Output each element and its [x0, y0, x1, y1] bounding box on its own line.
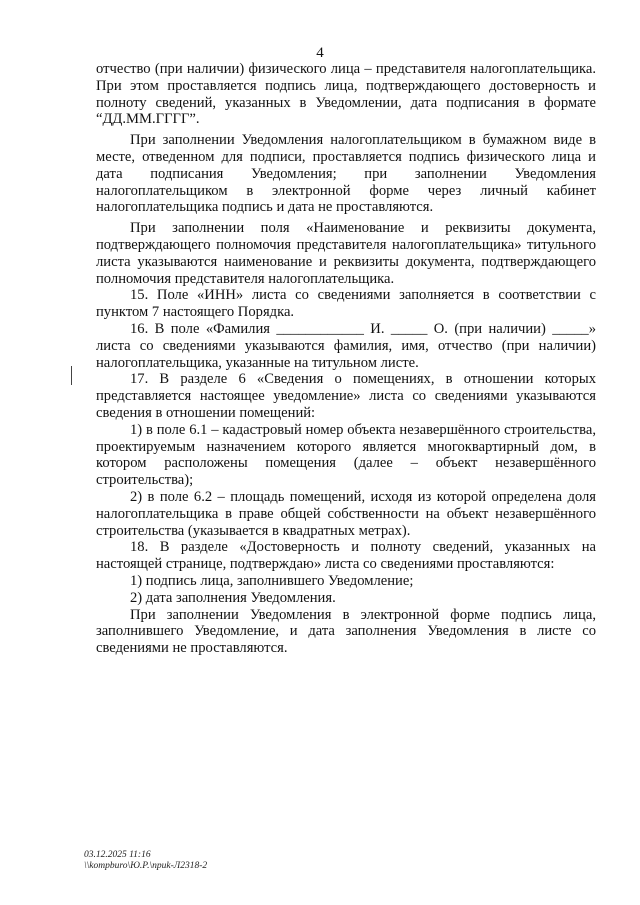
paragraph-item-15: 15. Поле «ИНН» листа со сведениями заполняется в соответствии с пунктом 7 настоящего Порядка. — [96, 287, 596, 321]
margin-mark — [71, 366, 72, 385]
paragraph-item-18: 18. В разделе «Достоверность и полноту сведений, указанных на настоящей странице, подтверждаю» листа со сведениями проставляются: — [96, 539, 596, 573]
paragraph-item-17: 17. В разделе 6 «Сведения о помещениях, в отношении которых представляется настоящее уведомление» листа со сведениями указываются сведения в отношении помещений: — [96, 371, 596, 421]
paragraph-item-17-2: 2) в поле 6.2 – площадь помещений, исходя из которой определена доля налогоплательщика в праве общей собственности на объект незавершённого строительства (указывается в квадратных метрах). — [96, 488, 596, 539]
footer-stamp — [84, 850, 207, 872]
footer-file-path: \\kompburo\Ю.Р.\приk-Л2318-2 — [84, 861, 208, 871]
footer-timestamp: 03.12.2025 11:16 — [84, 850, 151, 860]
paragraph-continuation: отчество (при наличии) физического лица – представителя налогоплательщика. При этом проставляется подпись лица, подтверждающего достоверность и полноту сведений, указанных в Уведомлении, дата подписания в формате “ДД.ММ.ГГГГ”. — [96, 61, 596, 128]
paragraph-representative-document: При заполнении поля «Наименование и реквизиты документа, подтверждающего полномочия представителя налогоплательщика» титульного листа указываются наименование и реквизиты документа, подтверждающего полномочия представителя налогоплательщика. — [96, 220, 596, 287]
paragraph-item-16: 16. В поле «Фамилия ____________ И. _____ О. (при наличии) _____» листа со сведениями указываются фамилия, имя, отчество (при наличии) налогоплательщика, указанные на титульном листе. — [96, 320, 596, 371]
paragraph-item-17-1: 1) в поле 6.1 – кадастровый номер объекта незавершённого строительства, проектируемым назначением которого является многоквартирный дом, в котором расположены помещения (далее – объект незавершённого строительства); — [96, 421, 596, 489]
document-body — [96, 61, 596, 657]
paragraph-electronic-form: При заполнении Уведомления в электронной форме подпись лица, заполнившего Уведомление, и дата заполнения Уведомления в листе со сведениями не проставляются. — [96, 606, 596, 657]
paragraph-item-18-2: 2) дата заполнения Уведомления. — [130, 589, 336, 606]
paragraph-paper-signature: При заполнении Уведомления налогоплательщиком в бумажном виде в месте, отведенном для подписи, проставляется подпись физического лица и дата подписания Уведомления; при заполнении Уведомления налогоплательщиком в электронной форме через личный кабинет налогоплательщика подпись и дата не проставляются. — [96, 132, 596, 216]
page-number: 4 — [316, 45, 324, 61]
paragraph-item-18-1: 1) подпись лица, заполнившего Уведомление; — [130, 572, 414, 589]
